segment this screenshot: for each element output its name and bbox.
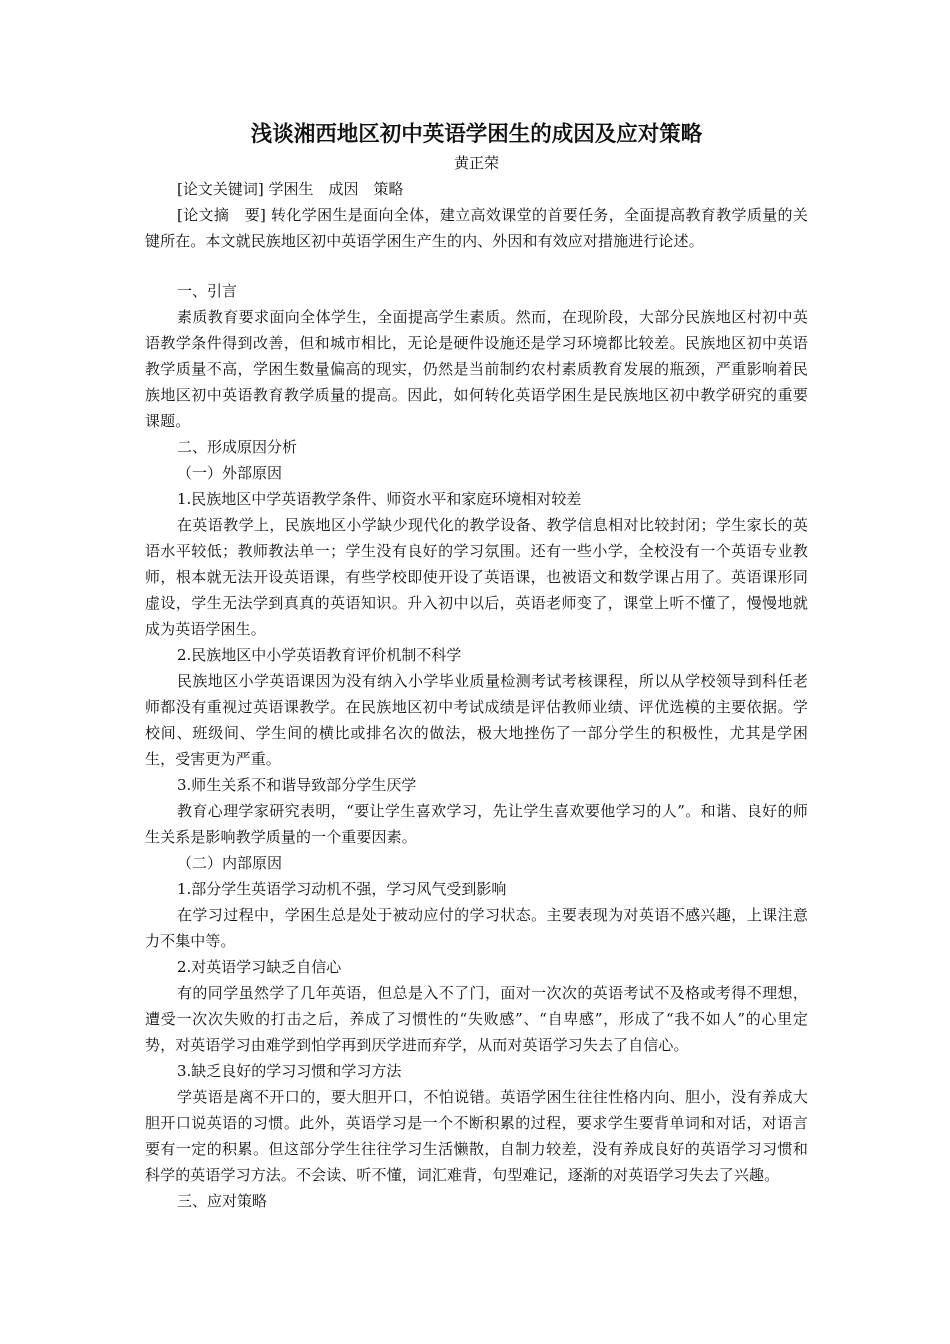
paragraph: 教育心理学家研究表明，“要让学生喜欢学习，先让学生喜欢要他学习的人”。和谐、良好的师生关系是影响教学质量的一个重要因素。 [145, 802, 808, 846]
item-heading: 3.缺乏良好的学习习惯和学习方法 [177, 1062, 402, 1080]
paragraph: 素质教育要求面向全体学生，全面提高学生素质。然而，在现阶段，大部分民族地区村初中英语教学条件得到改善，但和城市相比，无论是硬件设施还是学习环境都比较差。民族地区初中英语教学质量不高，学困生数量偏高的现实，仍然是当前制约农村素质教育发展的瓶颈，严重影响着民族地区初中英语教育教学质量的提高。因此，如何转化英语学困生是民族地区初中教学研究的重要课题。 [145, 308, 808, 430]
paragraph: 学英语是离不开口的，要大胆开口，不怕说错。英语学困生往往性格内向、胆小，没有养成大胆开口说英语的习惯。此外，英语学习是一个不断积累的过程，要求学生要背单词和对话，对语言要有一定的积累。但这部分学生往往学习生活懒散，自制力较差，没有养成良好的英语学习习惯和科学的英语学习方法。不会读、听不懂，词汇难背，句型难记，逐渐的对英语学习失去了兴趣。 [145, 1088, 808, 1184]
section-heading-causes: 二、形成原因分析 [177, 438, 298, 456]
item-heading: 3.师生关系不和谐导致部分学生厌学 [177, 776, 417, 794]
item-heading: 2.对英语学习缺乏自信心 [177, 958, 342, 976]
spacer [145, 254, 808, 278]
item-heading: 1.民族地区中学英语教学条件、师资水平和家庭环境相对较差 [177, 490, 582, 508]
subsection-heading-external: （一）外部原因 [177, 464, 283, 482]
paragraph: 在学习过程中，学困生总是处于被动应付的学习状态。主要表现为对英语不感兴趣，上课注意力不集中等。 [145, 906, 808, 950]
paragraph: 民族地区小学英语课因为没有纳入小学毕业质量检测考试考核课程，所以从学校领导到科任老师都没有重视过英语课教学。在民族地区初中考试成绩是评估教师业绩、评优选模的主要依据。学校间、班级间、学生间的横比或排名次的做法，极大地挫伤了一部分学生的积极性，尤其是学困生，受害更为严重。 [145, 672, 808, 768]
section-heading-strategies: 三、应对策略 [177, 1192, 268, 1210]
author-name: 黄正荣 [453, 154, 499, 172]
document-title: 浅谈湘西地区初中英语学困生的成因及应对策略 [250, 122, 703, 147]
item-heading: 2.民族地区中小学英语教育评价机制不科学 [177, 646, 462, 664]
paragraph: 有的同学虽然学了几年英语，但总是入不了门，面对一次次的英语考试不及格或考得不理想，遭受一次次失败的打击之后，养成了习惯性的“失败感”、“自卑感”，形成了“我不如人”的心里定势，对英语学习由难学到怕学再到厌学进而弃学，从而对英语学习失去了自信心。 [145, 984, 808, 1054]
keywords-line: [论文关键词] 学困生 成因 策略 [177, 180, 404, 198]
section-heading-intro: 一、引言 [177, 282, 238, 300]
abstract-paragraph: [论文摘 要] 转化学困生是面向全体，建立高效课堂的首要任务，全面提高教育教学质量的关键所在。本文就民族地区初中英语学困生产生的内、外因和有效应对措施进行论述。 [145, 206, 808, 250]
subsection-heading-internal: （二）内部原因 [177, 854, 283, 872]
item-heading: 1.部分学生英语学习动机不强，学习风气受到影响 [177, 880, 507, 898]
paragraph: 在英语教学上，民族地区小学缺少现代化的教学设备、教学信息相对比较封闭；学生家长的英语水平较低；教师教法单一；学生没有良好的学习氛围。还有一些小学，全校没有一个英语专业教师，根本就无法开设英语课，有些学校即使开设了英语课，也被语文和数学课占用了。英语课形同虚设，学生无法学到真真的英语知识。升入初中以后，英语老师变了，课堂上听不懂了，慢慢地就成为英语学困生。 [145, 516, 808, 638]
document-page [145, 118, 808, 1214]
